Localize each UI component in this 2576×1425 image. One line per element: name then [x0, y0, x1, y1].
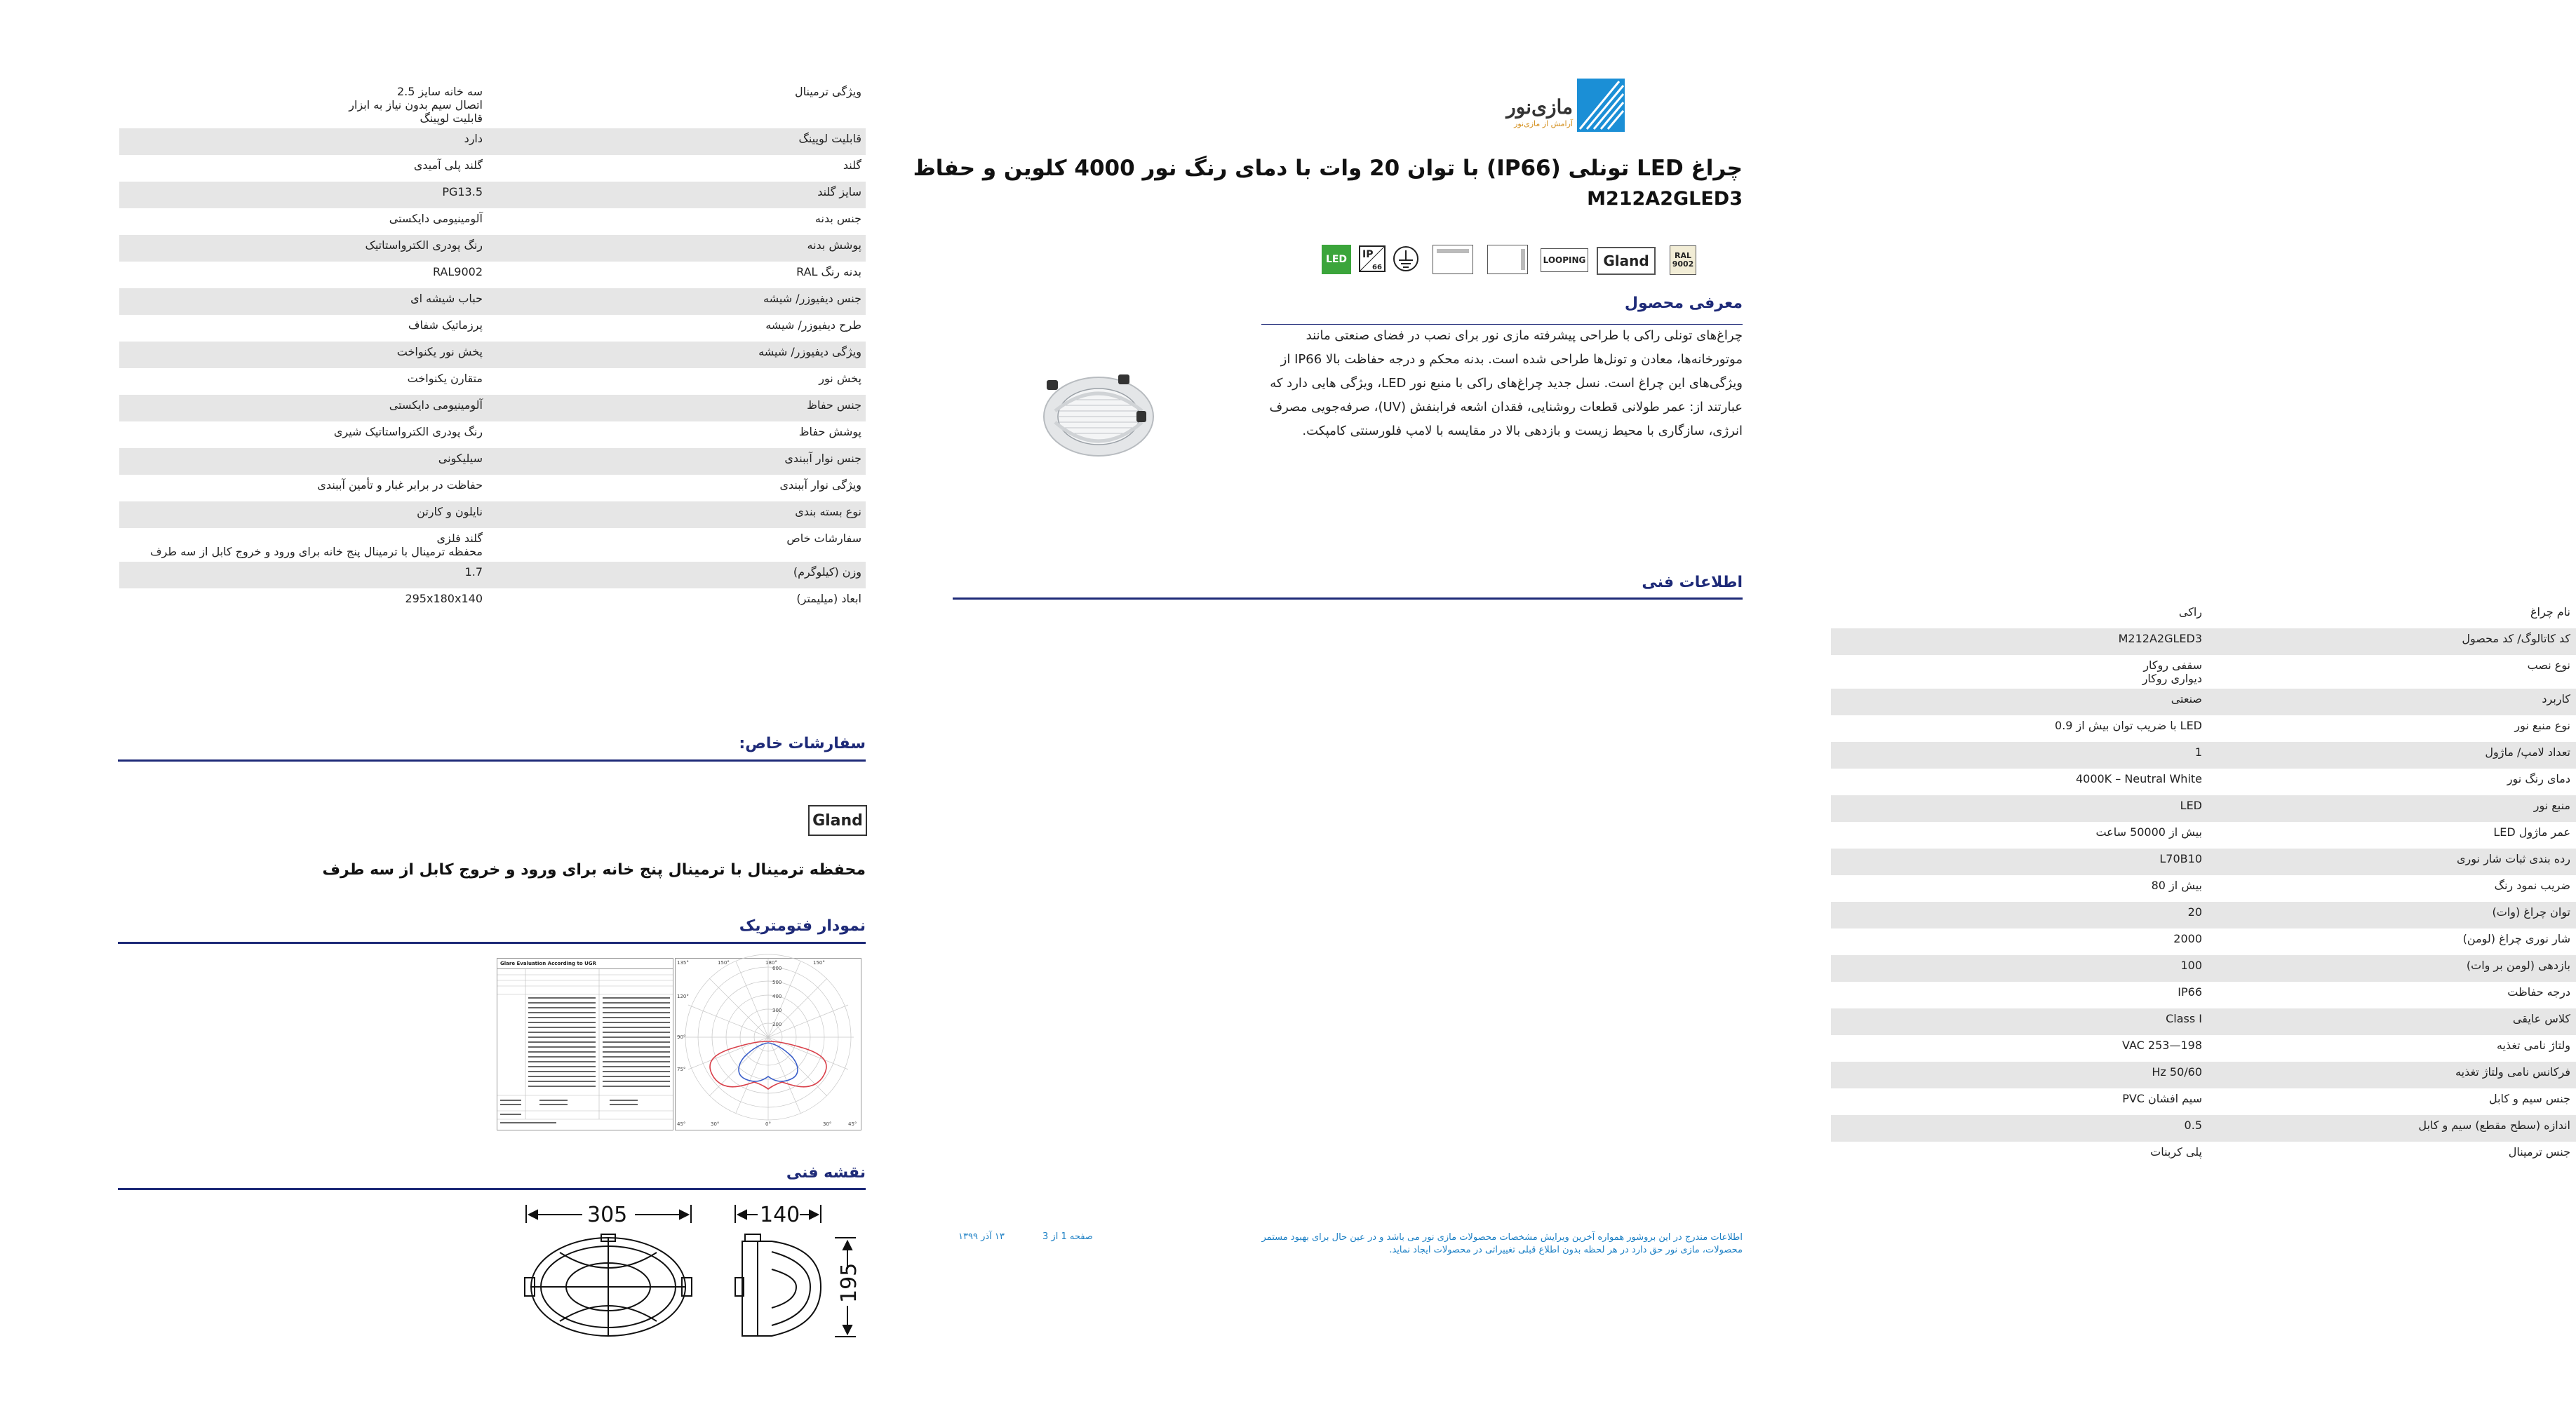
spec-value: گلند فلزی محفظه ترمینال با ترمینال پنج خانه برای ورود و خروج کابل از سه طرف	[150, 532, 483, 558]
ceiling-bar	[1437, 249, 1469, 253]
left-page	[0, 0, 877, 1425]
tech-title: اطلاعات فنی	[1642, 574, 1743, 591]
spec-row	[1831, 849, 2576, 875]
spec-row	[1831, 1008, 2576, 1035]
spec-label: رده بندی ثبات شار نوری	[2457, 852, 2570, 865]
spec-label: وزن (کیلوگرم)	[793, 565, 861, 579]
polar-label: 30°	[823, 1121, 832, 1127]
spec-label: طرح دیفیوزر/ شیشه	[765, 318, 861, 332]
spec-value: رنگ پودری الکترواستاتیک شیری	[333, 425, 483, 438]
spec-value: سیم افشان PVC	[2122, 1092, 2202, 1105]
spec-row	[119, 128, 866, 155]
spec-value: IP66	[2178, 985, 2202, 999]
polar-value: 400	[772, 994, 782, 999]
spec-label: جنس نوار آببندی	[784, 452, 861, 465]
polar-label: 150°	[813, 960, 825, 966]
polar-diagram-svg	[676, 959, 861, 1130]
photometric-title: نمودار فتومتریک	[739, 917, 866, 935]
spec-row	[1831, 795, 2576, 822]
spec-row	[119, 208, 866, 235]
spec-label: پوشش بدنه	[807, 238, 861, 252]
spec-row	[1831, 1142, 2576, 1168]
spec-value: سه خانه سایز 2.5 اتصال سیم بدون نیاز به ابزار قابلیت لوپینگ	[349, 85, 483, 125]
spec-label: نوع منبع نور	[2514, 719, 2570, 732]
brand-tagline: آرامش از مازی‌نور	[1514, 119, 1573, 128]
product-title: چراغ LED تونلی (IP66) با توان 20 وات با دمای رنگ نور 4000 کلوین و حفاظ	[913, 156, 1743, 181]
spec-value: 20	[2187, 905, 2202, 919]
polar-label: 45°	[677, 1121, 686, 1127]
spec-value: بیش از 80	[2151, 879, 2202, 892]
spec-row	[119, 368, 866, 395]
ground-symbol-icon	[1392, 245, 1420, 273]
spec-row	[1831, 902, 2576, 928]
footer-date: ۱۳ آذر ۱۳۹۹	[958, 1231, 1005, 1242]
spec-label: ضریب نمود رنگ	[2494, 879, 2570, 892]
spec-value: حفاظت در برابر غبار و تأمین آببندی	[317, 478, 483, 492]
earth-ground-icon	[1392, 245, 1420, 273]
spec-label: درجه حفاظت	[2507, 985, 2570, 999]
intro-line: ویژگی‌های این چراغ است. نسل جدید چراغ‌های راکی با منبع نور LED، ویژگی هایی دارد که	[1270, 376, 1743, 391]
spec-label: ویژگی ترمینال	[794, 85, 861, 98]
spec-label: پوشش حفاظ	[798, 425, 861, 438]
spec-value: LED	[2180, 799, 2202, 812]
spec-row	[119, 235, 866, 262]
ip-num-text: 66	[1372, 264, 1382, 271]
footer-note-line: محصولات، مازی نور حق دارد در هر لحظه بدون اطلاع قبلی تغییراتی در محصولات ایجاد نماید.	[1389, 1245, 1743, 1255]
spec-row	[1831, 875, 2576, 902]
spec-label: ابعاد (میلیمتر)	[796, 592, 861, 605]
spec-row	[1831, 602, 2576, 628]
spec-row	[119, 475, 866, 501]
spec-value: 50/60 Hz	[2152, 1065, 2202, 1079]
drawing-rule	[118, 1188, 866, 1190]
special-gland-badge: Gland	[808, 805, 867, 836]
brand-logo-text: مازی‌نور	[1506, 95, 1573, 119]
dim-length-label: 305	[587, 1203, 628, 1227]
ip-shield-icon	[1358, 245, 1386, 273]
spec-value: متقارن یکنواخت	[407, 372, 483, 385]
spec-row	[1831, 928, 2576, 955]
spec-value: M212A2GLED3	[2118, 632, 2202, 645]
intro-title: معرفی محصول	[1624, 295, 1743, 312]
product-image	[1034, 362, 1167, 467]
spec-label: توان چراغ (وات)	[2492, 905, 2570, 919]
ugr-table-title: Glare Evaluation According to UGR	[497, 959, 673, 969]
spec-label: قابلیت لوپینگ	[798, 132, 861, 145]
polar-label: 150°	[718, 960, 730, 966]
spec-label: عمر ماژول LED	[2493, 825, 2570, 839]
spec-label: تعداد لامپ/ ماژول	[2485, 745, 2570, 759]
intro-line: انرژی، سازگاری با محیط زیست و بازدهی بالا در مقایسه با لامپ فلورسنتی کامپکت.	[1302, 424, 1743, 438]
spec-label: جنس حفاظ	[807, 398, 861, 412]
ral-badge	[1670, 245, 1696, 275]
spec-row	[1831, 628, 2576, 655]
polar-label: 120°	[677, 994, 689, 999]
spec-row	[1831, 982, 2576, 1008]
spec-row	[119, 588, 866, 615]
spec-row	[1831, 769, 2576, 795]
polar-diagram	[675, 958, 861, 1130]
polar-label: 180°	[765, 960, 777, 966]
spec-value: آلومینیومی دایکستی	[389, 212, 483, 225]
polar-value: 500	[772, 980, 782, 985]
footer-note-line: اطلاعات مندرج در این بروشور همواره آخرین ویرایش مشخصات محصولات مازی نور می باشد و در عین حال برای بهبود مستمر	[1261, 1232, 1743, 1243]
tech-spec-table	[1831, 602, 2576, 1168]
spec-label: جنس ترمینال	[2508, 1145, 2570, 1159]
spec-label: ویژگی دیفیوزر/ شیشه	[758, 345, 861, 358]
polar-label: 135°	[677, 960, 689, 966]
spec-label: ویژگی نوار آببندی	[779, 478, 861, 492]
spec-value: پلی کربنات	[2150, 1145, 2202, 1159]
spec-value: آلومینیومی دایکستی	[389, 398, 483, 412]
special-orders-title: سفارشات خاص:	[739, 735, 866, 752]
dim-height-label: 195	[837, 1262, 861, 1303]
spec-label: نام چراغ	[2530, 605, 2570, 619]
polar-value: 200	[772, 1022, 782, 1027]
tech-rule	[953, 597, 1743, 600]
spec-value: راکی	[2178, 605, 2202, 619]
spec-row	[1831, 1062, 2576, 1088]
spec-value: RAL9002	[432, 265, 483, 278]
spec-label: سفارشات خاص	[786, 532, 861, 545]
spec-value: پخش نور یکنواخت	[396, 345, 483, 358]
spec-label: جنس بدنه	[814, 212, 861, 225]
intro-line: چراغ‌های تونلی راکی با طراحی پیشرفته مازی نور برای نصب در فضای صنعتی مانند	[1306, 328, 1743, 343]
spec-value: 0.5	[2184, 1119, 2202, 1132]
spec-row	[119, 262, 866, 288]
spec-value: بیش از 50000 ساعت	[2095, 825, 2202, 839]
spec-row	[119, 182, 866, 208]
spec-value: گلند پلی آمیدی	[413, 158, 483, 172]
special-orders-rule	[118, 759, 866, 762]
spec-label: پخش نور	[819, 372, 861, 385]
gland-badge: Gland	[1597, 247, 1656, 275]
spec-value: Class I	[2166, 1012, 2202, 1025]
spec-row	[119, 155, 866, 182]
spec-value: پرزماتیک شفاف	[408, 318, 483, 332]
spec-row	[119, 81, 866, 128]
footer-note	[1252, 1231, 1743, 1257]
spec-row	[1831, 742, 2576, 769]
spec-value: 2000	[2173, 932, 2202, 945]
brand-mark-icon	[1577, 79, 1625, 132]
intro-line: موتورخانه‌ها، معادن و تونل‌ها طراحی شده است. بدنه محکم و درجه حفاظت بالا IP66 از	[1280, 352, 1743, 367]
spec-value: LED با ضریب توان بیش از 0.9	[2055, 719, 2202, 732]
spec-row	[119, 315, 866, 342]
spec-row	[1831, 715, 2576, 742]
spec-label: نوع نصب	[2527, 659, 2570, 672]
spec-row	[1831, 1088, 2576, 1115]
spec-label: جنس سیم و کابل	[2488, 1092, 2570, 1105]
ral-num-text: 9002	[1672, 259, 1694, 269]
drawing-title: نقشه فنی	[786, 1164, 866, 1182]
dim-width-label: 140	[760, 1203, 800, 1227]
led-badge-icon: LED	[1322, 245, 1351, 274]
spec-value: صنعتی	[2171, 692, 2202, 705]
spec-label: منبع نور	[2533, 799, 2570, 812]
spec-row	[119, 288, 866, 315]
photometric-rule	[118, 942, 866, 944]
spec-value: دارد	[464, 132, 483, 145]
spec-value: نایلون و کارتن	[417, 505, 483, 518]
wall-mount-icon	[1487, 245, 1528, 274]
intro-line: عبارتند از: عمر طولانی قطعات روشنایی، فقدان اشعه فرابنفش (UV)، صرفه‌جویی مصرف	[1269, 400, 1743, 414]
ral-top-text: RAL	[1675, 251, 1691, 260]
spec-row	[1831, 689, 2576, 715]
ceiling-mount-icon	[1433, 245, 1473, 274]
spec-label: بازدهی (لومن بر وات)	[2466, 959, 2570, 972]
polar-label: 90°	[677, 1034, 686, 1040]
spec-value: حباب شیشه ای	[410, 292, 483, 305]
left-spec-table	[119, 81, 866, 615]
spec-value: 1.7	[464, 565, 483, 579]
spec-value: سیلیکونی	[438, 452, 483, 465]
ip-text: IP	[1362, 249, 1374, 260]
spec-value: L70B10	[2159, 852, 2202, 865]
spec-label: اندازه (سطح مقطع) سیم و کابل	[2418, 1119, 2570, 1132]
spec-value: 4000K – Neutral White	[2075, 772, 2202, 785]
spec-label: کلاس عایقی	[2512, 1012, 2570, 1025]
intro-text	[1252, 324, 1743, 443]
spec-row	[119, 395, 866, 421]
spec-label: فرکانس نامی ولتاژ تغذیه	[2455, 1065, 2570, 1079]
ip66-badge-icon	[1358, 245, 1386, 273]
spec-label: کد کاتالوگ/ کد محصول	[2462, 632, 2570, 645]
spec-row	[1831, 822, 2576, 849]
right-page	[877, 0, 2570, 1425]
spec-value: رنگ پودری الکترواستاتیک	[365, 238, 483, 252]
spec-value: 295x180x140	[405, 592, 483, 605]
spec-row	[119, 448, 866, 475]
polar-label: 0°	[765, 1121, 771, 1127]
spec-value: سقفی روکار دیواری روکار	[2142, 659, 2202, 685]
spec-label: نوع بسته بندی	[795, 505, 861, 518]
spec-row	[1831, 955, 2576, 982]
ugr-table	[497, 958, 673, 1130]
brand-logo	[1496, 79, 1625, 132]
spec-label: سایز گلند	[817, 185, 861, 198]
spec-row	[1831, 1035, 2576, 1062]
wall-bar	[1521, 249, 1525, 270]
spec-row	[119, 501, 866, 528]
looping-badge: LOOPING	[1541, 248, 1588, 272]
product-code: M212A2GLED3	[1587, 188, 1743, 210]
spec-row	[1831, 1115, 2576, 1142]
polar-value: 600	[772, 966, 782, 971]
spec-value: 198—253 VAC	[2122, 1039, 2202, 1052]
ugr-table-grid	[497, 969, 673, 1129]
spec-label: گلند	[843, 158, 861, 172]
spec-row	[119, 562, 866, 588]
spec-value: 100	[2180, 959, 2202, 972]
spec-row	[119, 528, 866, 562]
spec-value: 1	[2194, 745, 2202, 759]
special-orders-text: محفظه ترمینال با ترمینال پنج خانه برای ورود و خروج کابل از سه طرف	[322, 861, 866, 879]
polar-value: 300	[772, 1008, 782, 1013]
spec-label: ولتاژ نامی تغذیه	[2496, 1039, 2570, 1052]
polar-label: 45°	[848, 1121, 857, 1127]
spec-label: دمای رنگ نور	[2507, 772, 2570, 785]
spec-label: جنس دیفیوزر/ شیشه	[763, 292, 861, 305]
polar-label: 30°	[711, 1121, 720, 1127]
spec-label: کاربرد	[2542, 692, 2570, 705]
spec-label: شار نوری چراغ (لومن)	[2462, 932, 2570, 945]
spec-row	[119, 342, 866, 368]
spec-value: PG13.5	[442, 185, 483, 198]
spec-row	[1831, 655, 2576, 689]
spec-label: بدنه رنگ RAL	[796, 265, 861, 278]
technical-drawing	[519, 1199, 870, 1357]
spec-row	[119, 421, 866, 448]
polar-label: 75°	[677, 1067, 686, 1072]
footer-page: صفحه 1 از 3	[1042, 1231, 1093, 1242]
